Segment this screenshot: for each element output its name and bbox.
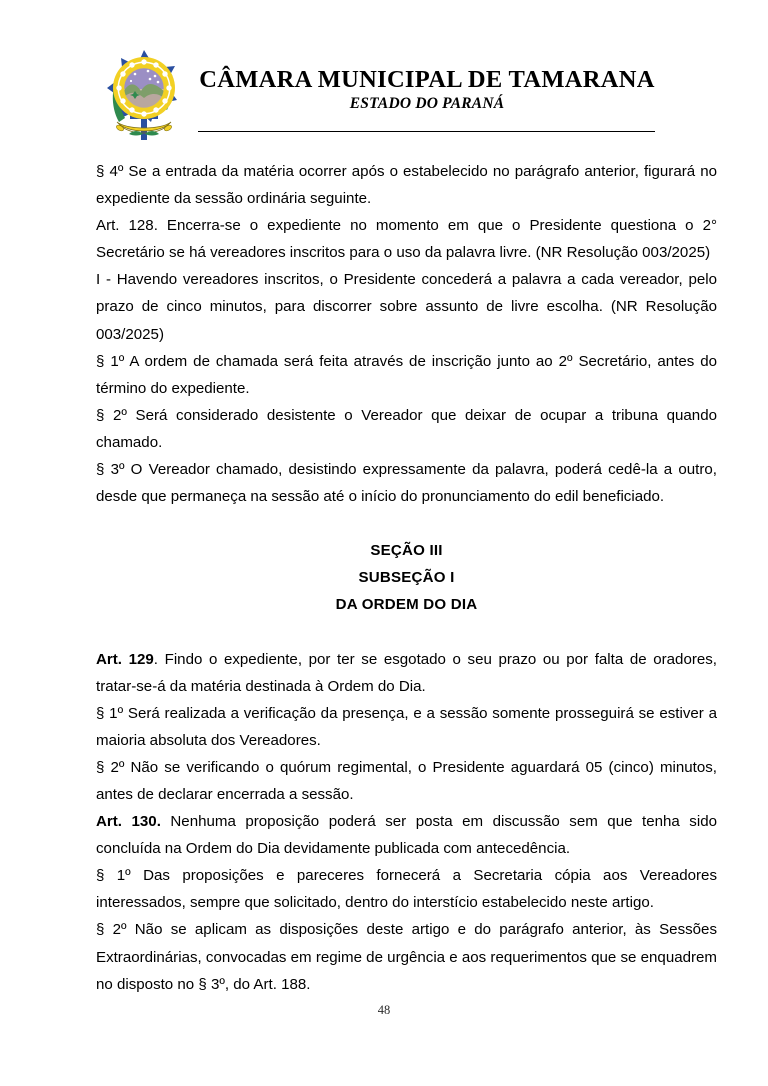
paragraph-text: § 2º Será considerado desistente o Vereador que deixar de ocupar a tribuna quando chamado. (96, 406, 717, 451)
document-body (96, 158, 717, 998)
paragraph (96, 266, 717, 347)
paragraph-text: § 1º Das proposições e pareceres fornecerá a Secretaria cópia aos Vereadores interessados, sempre que solicitado, dentro do interstício estabelecido neste artigo. (96, 867, 717, 912)
paragraph-text: § 4º Se a entrada da matéria ocorrer após o estabelecido no parágrafo anterior, figurará no expediente da sessão ordinária seguinte. (96, 163, 717, 208)
paragraph-text: § 1º Será realizada a verificação da presença, e a sessão somente prosseguirá se estiver a maioria absoluta dos Vereadores. (96, 704, 717, 749)
paragraph (96, 808, 717, 862)
paragraph-text: Nenhuma proposição poderá ser posta em discussão sem que tenha sido concluída na Ordem do Dia devidamente publicada com antecedência. (96, 813, 717, 858)
paragraph-text: § 2º Não se aplicam as disposições deste artigo e do parágrafo anterior, às Sessões Extraordinárias, convocadas em regime de urgência e aos requerimentos que se enquadrem no disposto no § 3º, do Art. 188. (96, 921, 717, 993)
section-headings (96, 537, 717, 618)
paragraph (96, 402, 717, 456)
organization-subtitle: ESTADO DO PARANÁ (349, 95, 505, 113)
paragraph (96, 754, 717, 808)
document-footer (0, 1001, 768, 1019)
paragraph (96, 916, 717, 997)
section-heading: SEÇÃO III (370, 542, 443, 560)
paragraph-text: § 1º A ordem de chamada será feita através de inscrição junto ao 2º Secretário, antes do término do expediente. (96, 352, 717, 397)
article-reference: Art. 130. (96, 813, 161, 831)
paragraph-text: . Findo o expediente, por ter se esgotado o seu prazo ou por falta de oradores, tratar-se-á da matéria destinada à Ordem do Dia. (96, 650, 717, 695)
paragraph (96, 158, 717, 212)
paragraph-text: § 3º O Vereador chamado, desistindo expressamente da palavra, poderá cedê-la a outro, desde que permaneça na sessão até o início do pronunciamento do edil beneficiado. (96, 461, 717, 506)
paragraph (96, 646, 717, 700)
paragraph-text: Art. 128. Encerra-se o expediente no momento em que o Presidente questiona o 2° Secretário se há vereadores inscritos para o uso da palavra livre. (NR Resolução 003/2025) (96, 217, 717, 262)
header-title-block (198, 66, 656, 114)
organization-title: CÂMARA MUNICIPAL DE TAMARANA (199, 66, 655, 93)
paragraph-text: I - Havendo vereadores inscritos, o Presidente concederá a palavra a cada vereador, pelo prazo de cinco minutos, para discorrer sobre assunto de livre escolha. (NR Resolução 003/2025) (96, 271, 717, 343)
section-heading: DA ORDEM DO DIA (335, 596, 478, 614)
paragraph-text: § 2º Não se verificando o quórum regimental, o Presidente aguardará 05 (cinco) minutos, antes de declarar encerrada a sessão. (96, 758, 717, 803)
paragraph (96, 348, 717, 402)
paragraph (96, 700, 717, 754)
document-header (0, 48, 768, 144)
paragraph (96, 862, 717, 916)
page-number: 48 (377, 1003, 391, 1017)
paragraphs-before-headings (96, 158, 717, 510)
article-reference: Art. 129 (96, 650, 154, 668)
header-divider (198, 131, 655, 132)
paragraph (96, 456, 717, 510)
paragraphs-after-headings (96, 646, 717, 998)
section-heading: SUBSEÇÃO I (358, 569, 455, 587)
paragraph (96, 212, 717, 266)
tamarana-coat-of-arms-icon (103, 48, 185, 144)
